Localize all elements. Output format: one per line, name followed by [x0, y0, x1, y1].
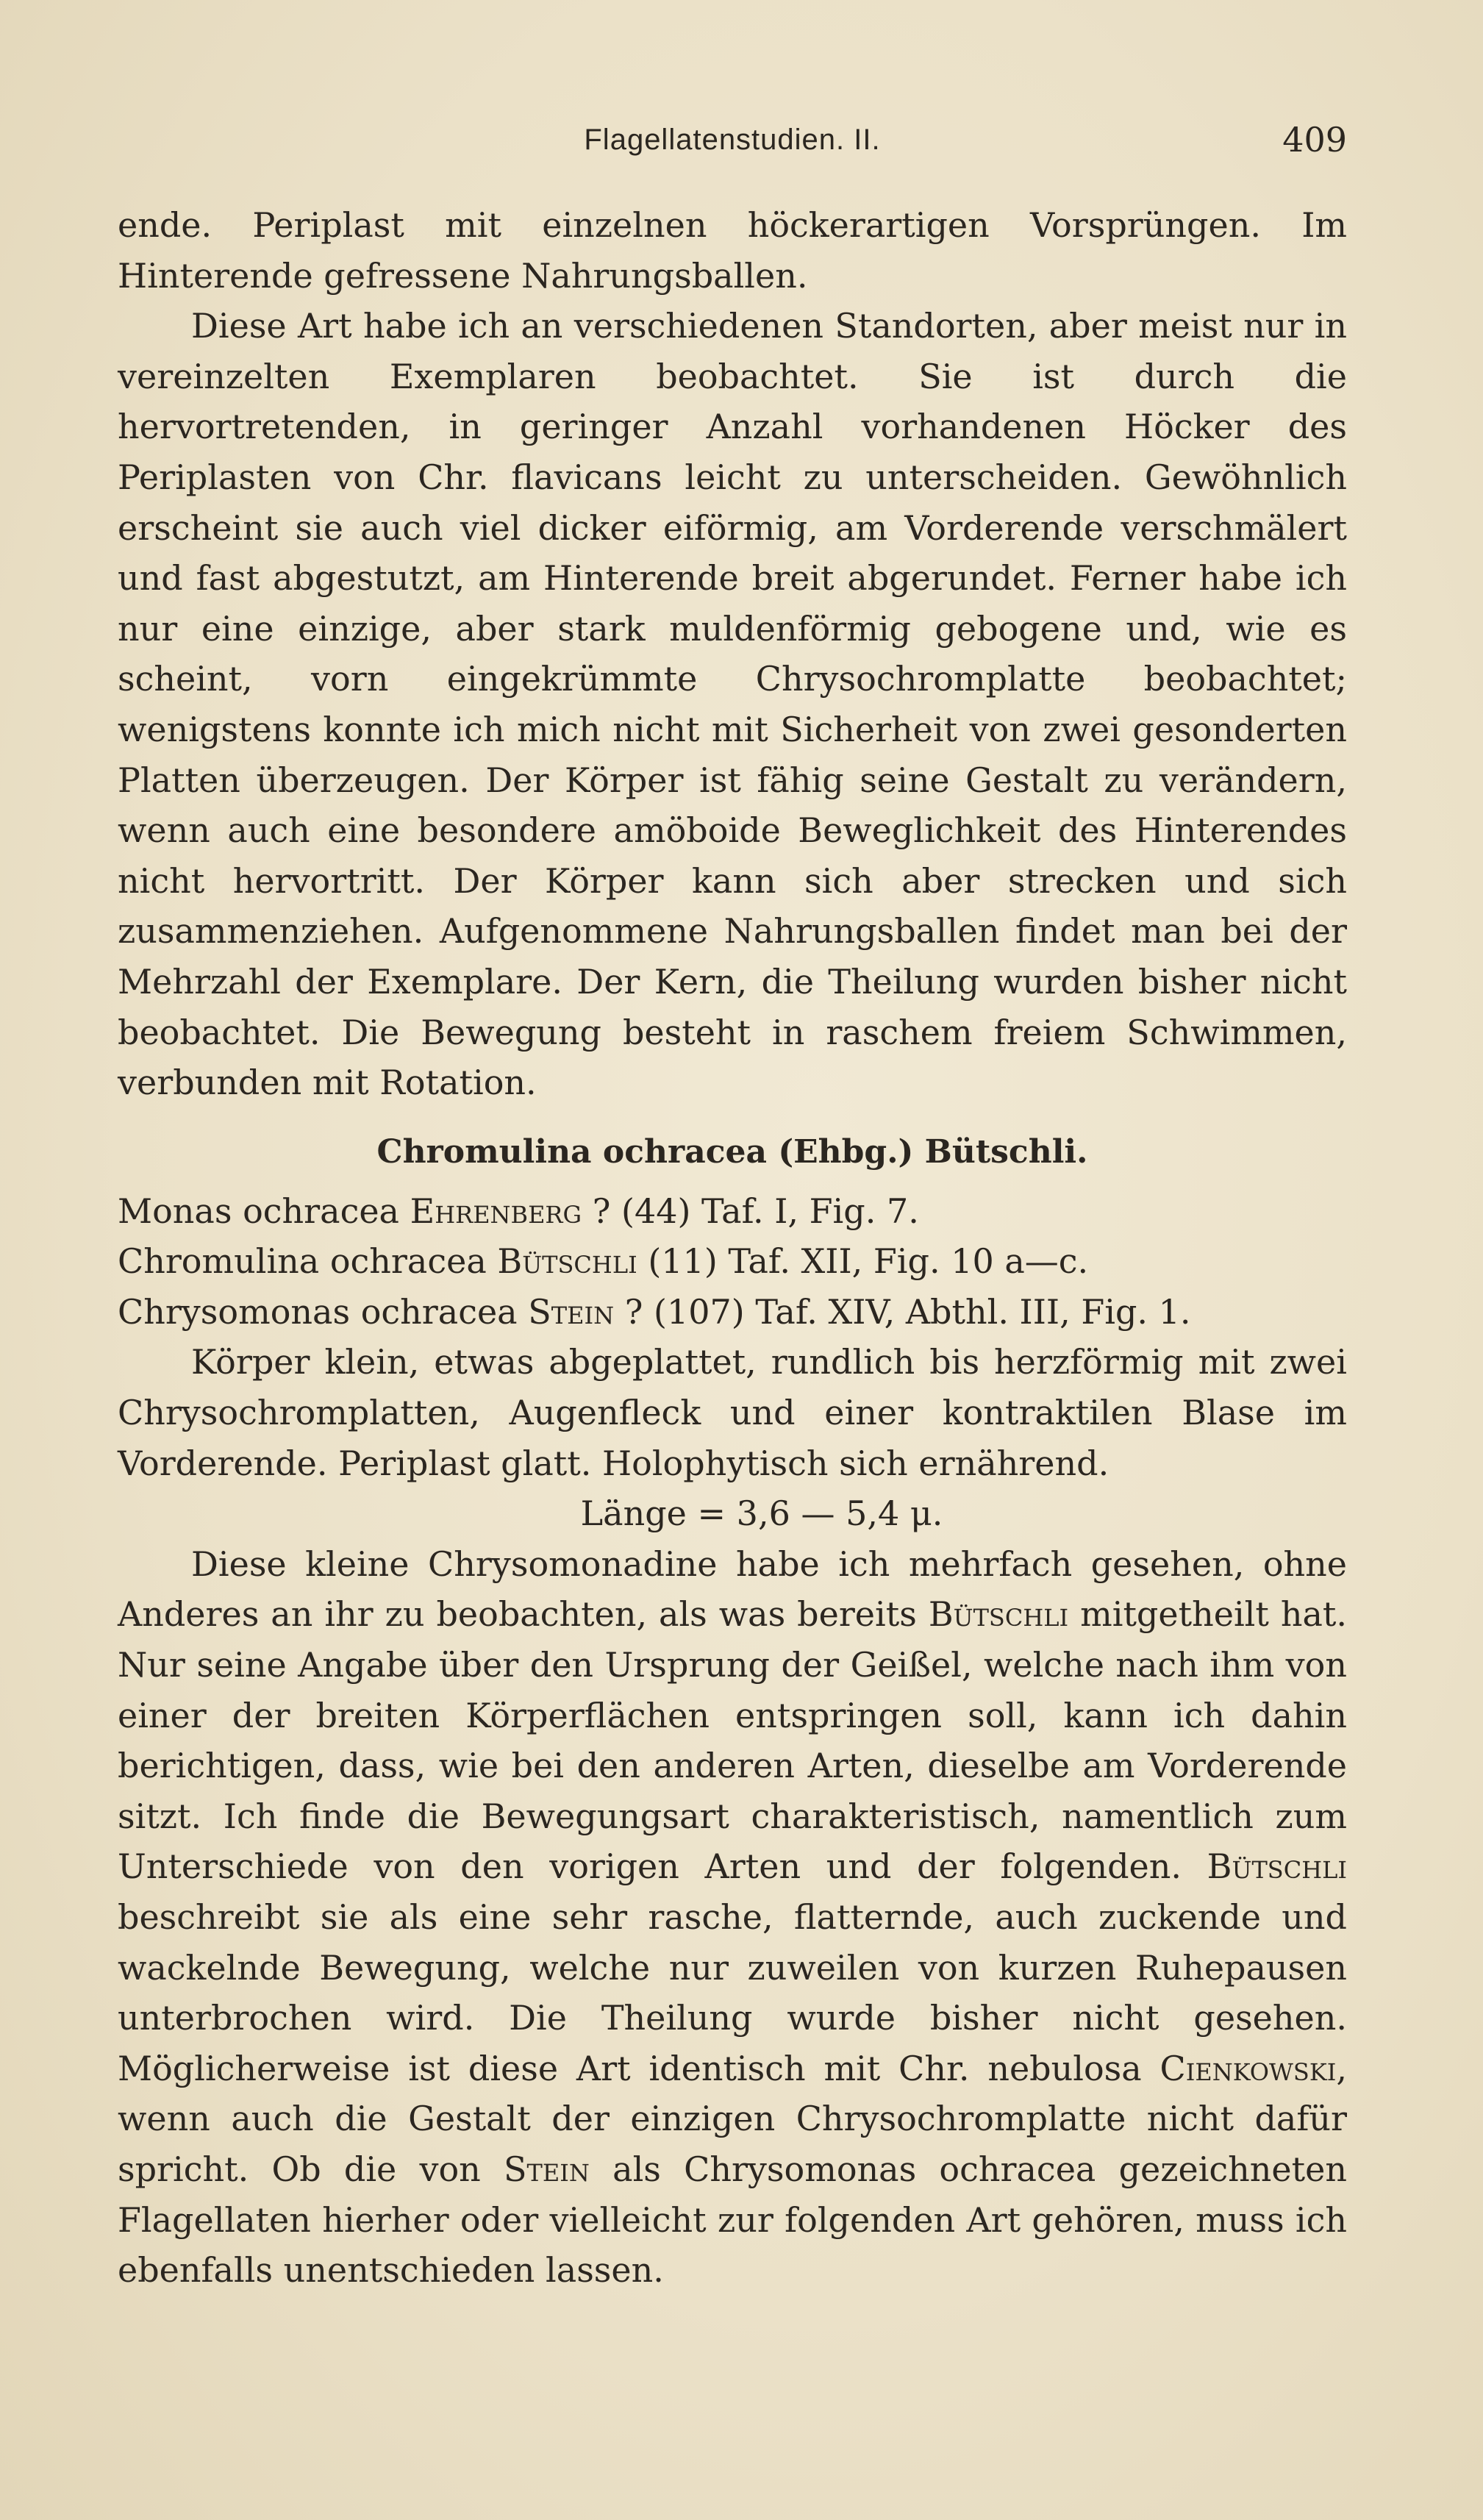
discussion-text: als Chrysomonas ochracea gezeichneten Flagellaten hierher oder vielleicht zur folgenden Art gehören, muss ich ebenfalls unentschieden lassen.	[118, 2149, 1347, 2291]
discussion-text: Diese kleine Chrysomonadine habe ich mehrfach gesehen, ohne Anderes an ihr zu beobachten, als was bereits	[118, 1543, 1347, 1635]
running-title: Flagellatenstudien. II.	[584, 124, 881, 156]
synonym-name: Chromulina ochracea	[118, 1241, 487, 1282]
paragraph-continuation: ende. Periplast mit einzelnen höckerartigen Vorsprüngen. Im Hinterende gefressene Nahrungsballen.	[118, 205, 1347, 296]
page-number: 409	[1282, 120, 1347, 160]
body-text	[118, 200, 1347, 2296]
species-description: Körper klein, etwas abgeplattet, rundlich bis herzförmig mit zwei Chrysochromplatten, Augenfleck und einer kontraktilen Blase im Vorderende. Periplast glatt. Holophytisch sich ernährend.	[118, 1342, 1347, 1483]
synonym-name: Chrysomonas ochracea	[118, 1291, 518, 1332]
paragraph-discussion	[118, 1539, 1347, 2296]
author-name: Bütschli	[928, 1594, 1069, 1635]
synonym-author: Stein	[528, 1291, 615, 1332]
discussion-text: mitgetheilt hat. Nur seine Angabe über den Ursprung der Geißel, welche nach ihm von einer der breiten Körperflächen entspringen soll, kann ich dahin berichtigen, dass, wie bei den anderen Arten, dieselbe am Vorderende sitzt. Ich finde die Bewegungsart charakteristisch, namentlich zum Unterschiede von den vorigen Arten und der folgenden.	[118, 1594, 1347, 1887]
author-name: Bütschli	[1207, 1846, 1347, 1887]
page-header	[118, 114, 1347, 165]
measurement-formula: Länge = 3,6 — 5,4 μ.	[580, 1493, 943, 1534]
synonym-author: Ehrenberg	[410, 1191, 582, 1231]
paragraph-species-comparison: Diese Art habe ich an verschiedenen Standorten, aber meist nur in vereinzelten Exemplaren beobachtet. Sie ist durch die hervortretenden, in geringer Anzahl vorhandenen Höcker des Periplasten von Chr. flavicans leicht zu unterscheiden. Gewöhnlich erscheint sie auch viel dicker eiförmig, am Vorderende verschmälert und fast abgestutzt, am Hinterende breit abgerundet. Ferner habe ich nur eine einzige, aber stark muldenförmig gebogene und, wie es scheint, vorn eingekrümmte Chrysochromplatte beobachtet; wenigstens konnte ich mich nicht mit Sicherheit von zwei gesonderten Platten überzeugen. Der Körper ist fähig seine Gestalt zu verändern, wenn auch eine besondere amöboide Beweglichkeit des Hinterendes nicht hervortritt. Der Körper kann sich aber strecken und sich zusammenziehen. Aufgenommene Nahrungsballen findet man bei der Mehrzahl der Exemplare. Der Kern, die Theilung wurden bisher nicht beobachtet. Die Bewegung besteht in raschem freiem Schwimmen, verbunden mit Rotation.	[118, 306, 1347, 1103]
synonym-reference: ? (107) Taf. XIV, Abthl. III, Fig. 1.	[624, 1291, 1191, 1332]
synonym-line	[118, 1236, 1347, 1287]
synonym-line	[118, 1186, 1347, 1237]
synonym-reference: ? (44) Taf. I, Fig. 7.	[592, 1191, 919, 1231]
synonym-name: Monas ochracea	[118, 1191, 399, 1231]
species-heading: Chromulina ochracea (Ehbg.) Bütschli.	[376, 1132, 1088, 1171]
author-name: Cienkowski	[1159, 2048, 1337, 2088]
author-name: Stein	[504, 2149, 590, 2189]
synonym-reference: (11) Taf. XII, Fig. 10 a—c.	[648, 1241, 1089, 1282]
synonym-line	[118, 1287, 1347, 1338]
discussion-text: , wenn auch die Gestalt der einzigen Chrysochromplatte nicht dafür spricht. Ob die von	[118, 2048, 1347, 2189]
synonym-author: Bütschli	[497, 1241, 637, 1282]
discussion-text: beschreibt sie als eine sehr rasche, flatternde, auch zuckende und wackelnde Bewegung, welche nur zuweilen von kurzen Ruhepausen unterbrochen wird. Die Theilung wurde bisher nicht gesehen. Möglicherweise ist diese Art identisch mit Chr. nebulosa	[118, 1897, 1347, 2088]
